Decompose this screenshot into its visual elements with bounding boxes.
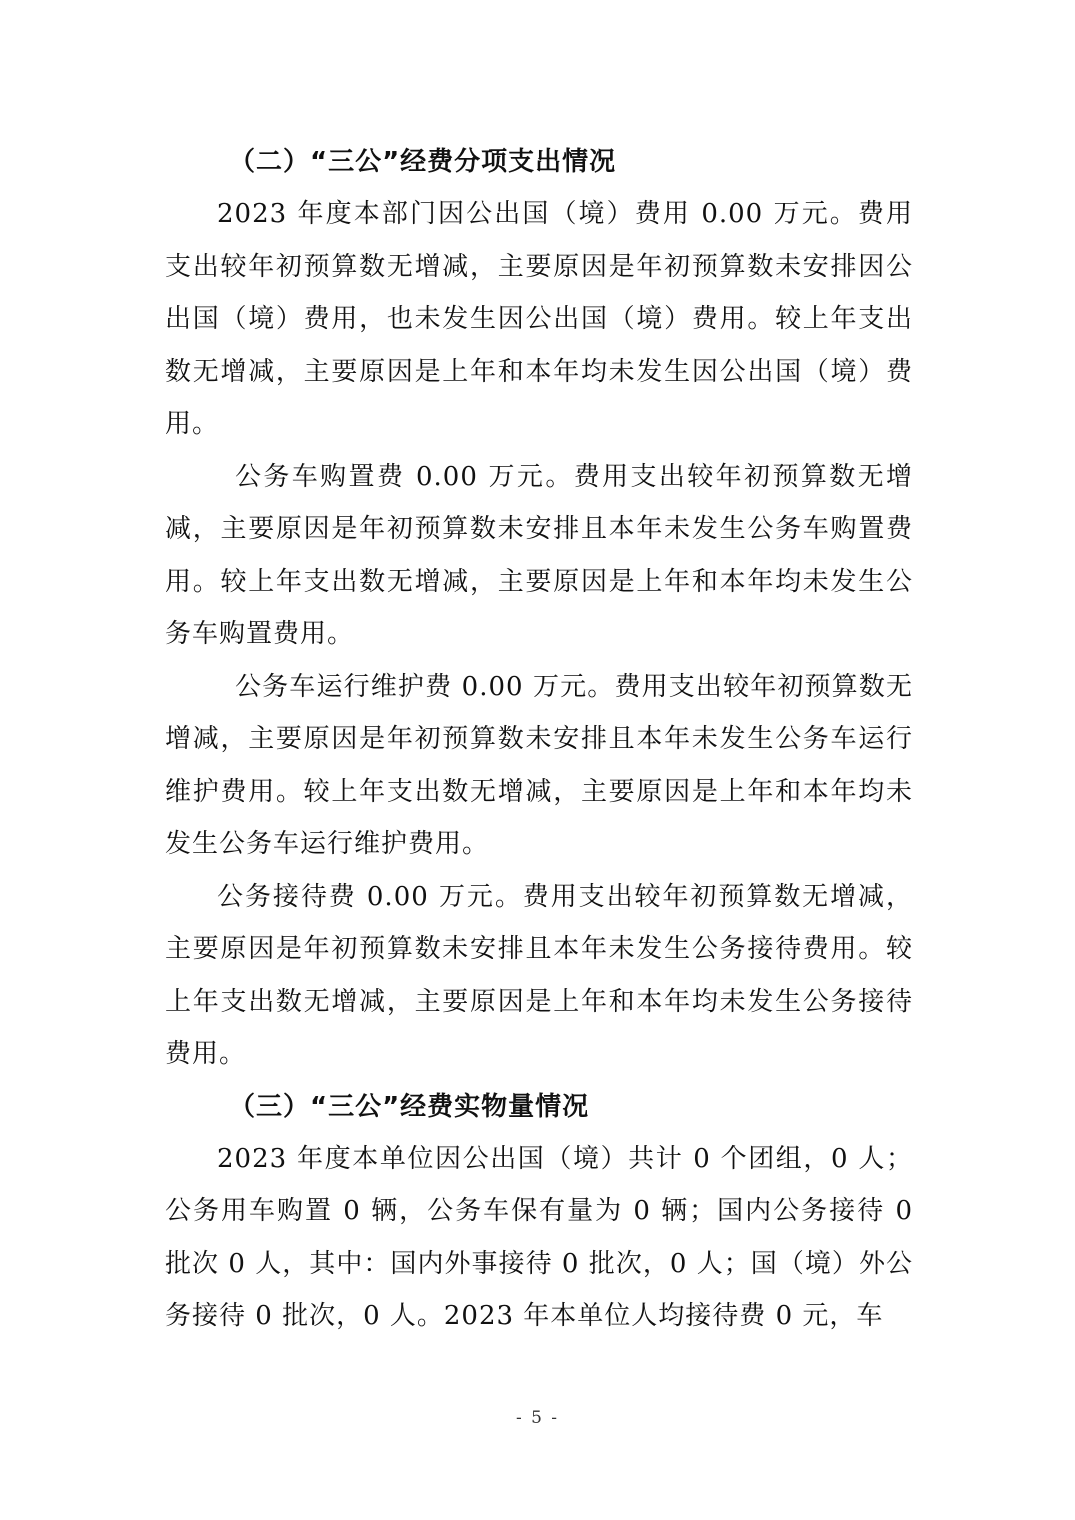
paragraph-reception-expenses: 公务接待费 0.00 万元。费用支出较年初预算数无增减，主要原因是年初预算数未安排且本年未发生公务接待费用。较上年支出数无增减，主要原因是上年和本年均未发生公务接待费用。 [165,881,913,1069]
paragraph-abroad-expenses: 2023 年度本部门因公出国（境）费用 0.00 万元。费用支出较年初预算数无增减，主要原因是年初预算数未安排因公出国（境）费用，也未发生因公出国（境）费用。较上年支出数无增减，主要原因是上年和本年均未发生因公出国（境）费用。 [165,199,913,439]
page-number: - 5 - [515,1408,560,1428]
paragraph-physical-quantity: 2023 年度本单位因公出国（境）共计 0 个团组，0 人；公务用车购置 0 辆，公务车保有量为 0 辆；国内公务接待 0 批次 0 人，其中：国内外事接待 0 批次，0 人；国（境）外公务接待 0 批次，0 人。2023 年本单位人均接待费 0 元，车 [165,1143,913,1331]
section-heading-3: （三）“三公”经费实物量情况 [229,1091,590,1122]
paragraph-vehicle-purchase: 公务车购置费 0.00 万元。费用支出较年初预算数无增减，主要原因是年初预算数未安排且本年未发生公务车购置费用。较上年支出数无增减，主要原因是上年和本年均未发生公务车购置费用。 [165,461,913,649]
paragraph-vehicle-maintenance: 公务车运行维护费 0.00 万元。费用支出较年初预算数无增减，主要原因是年初预算数未安排且本年未发生公务车运行维护费用。较上年支出数无增减，主要原因是上年和本年均未发生公务车运行维护费用。 [165,671,913,859]
section-heading-2: （二）“三公”经费分项支出情况 [229,147,617,177]
document-body [165,136,913,1343]
